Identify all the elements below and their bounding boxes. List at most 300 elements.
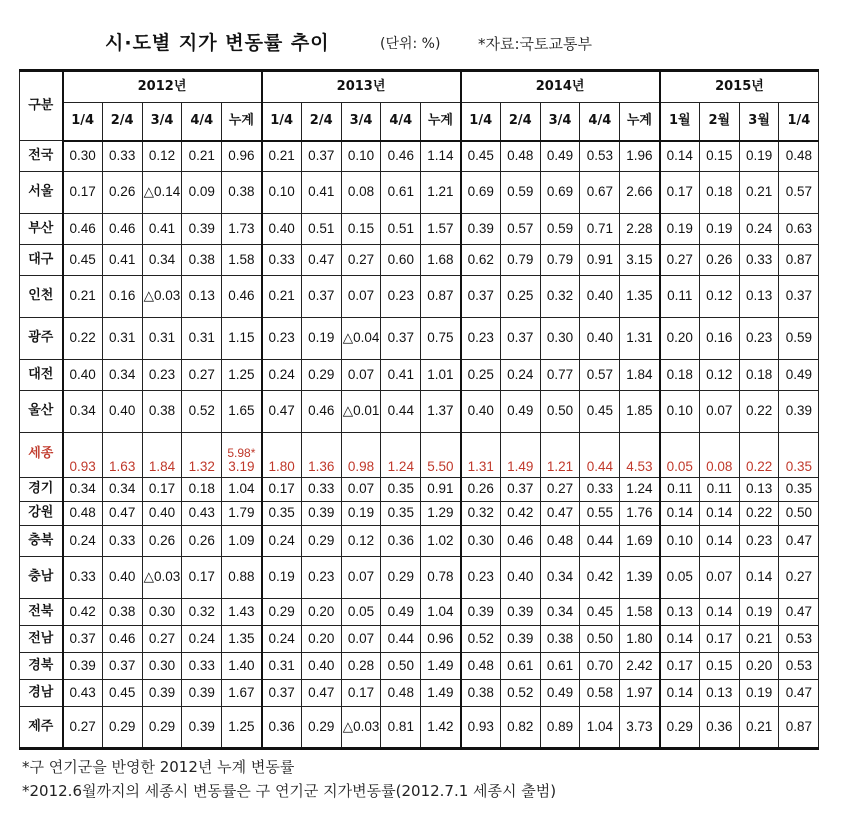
- table-row: [20, 245, 819, 276]
- value-cell: 1.31: [461, 433, 501, 478]
- value-cell: 0.07: [341, 557, 381, 599]
- value-cell: 0.22: [739, 433, 779, 478]
- value-cell: 0.48: [500, 141, 540, 172]
- value-cell: 0.17: [262, 478, 302, 502]
- value-cell: 0.49: [540, 141, 580, 172]
- value-cell: 0.20: [301, 599, 341, 626]
- value-cell: 0.46: [222, 276, 262, 318]
- value-cell: 3.15: [620, 245, 660, 276]
- value-cell: 0.10: [262, 172, 302, 214]
- region-cell: 부산: [20, 214, 63, 245]
- value-cell: 0.26: [699, 245, 739, 276]
- value-cell: 1.24: [620, 478, 660, 502]
- value-cell: 0.30: [540, 318, 580, 360]
- region-cell: 세종: [20, 433, 63, 478]
- value-cell: 0.37: [381, 318, 421, 360]
- value-cell: 0.79: [500, 245, 540, 276]
- value-cell: 0.31: [102, 318, 142, 360]
- value-cell: 0.39: [461, 599, 501, 626]
- period-header: 누계: [222, 103, 262, 141]
- value-cell: 1.57: [421, 214, 461, 245]
- value-cell: 0.10: [341, 141, 381, 172]
- value-cell: 0.22: [739, 502, 779, 526]
- value-cell: 0.17: [660, 653, 700, 680]
- value-cell: 0.32: [540, 276, 580, 318]
- value-cell: 0.89: [540, 707, 580, 749]
- value-cell: 0.27: [540, 478, 580, 502]
- value-cell: 0.40: [262, 214, 302, 245]
- value-cell: 0.59: [779, 318, 819, 360]
- value-cell: 0.29: [301, 360, 341, 391]
- value-cell: 0.38: [102, 599, 142, 626]
- value-cell: 0.77: [540, 360, 580, 391]
- value-cell: 0.47: [301, 680, 341, 707]
- table-row: [20, 172, 819, 214]
- value-cell: 0.67: [580, 172, 620, 214]
- value-cell: 0.13: [739, 276, 779, 318]
- value-cell: 0.42: [63, 599, 103, 626]
- value-cell: 1.68: [421, 245, 461, 276]
- value-cell: 0.53: [779, 653, 819, 680]
- table-row: [20, 433, 819, 478]
- region-cell: 경기: [20, 478, 63, 502]
- value-cell: 0.08: [699, 433, 739, 478]
- value-cell: 0.24: [63, 526, 103, 557]
- value-cell: 0.34: [102, 360, 142, 391]
- year-header-2013: 2013년: [262, 71, 461, 103]
- value-cell: 0.29: [301, 707, 341, 749]
- value-cell: 0.93: [461, 707, 501, 749]
- value-cell: 0.34: [142, 245, 182, 276]
- value-cell: 1.84: [620, 360, 660, 391]
- year-header-2012: 2012년: [63, 71, 262, 103]
- value-cell: 0.37: [63, 626, 103, 653]
- value-text: 3.19: [228, 459, 255, 475]
- page-title: 시·도별 지가 변동률 추이: [105, 32, 330, 54]
- value-cell: 0.87: [421, 276, 461, 318]
- value-cell: 0.53: [580, 141, 620, 172]
- value-cell: 0.19: [301, 318, 341, 360]
- value-cell: 0.39: [500, 599, 540, 626]
- value-cell: 0.21: [262, 141, 302, 172]
- value-cell: 0.24: [739, 214, 779, 245]
- period-header: 1/4: [461, 103, 501, 141]
- value-cell: 0.24: [262, 526, 302, 557]
- value-cell: 0.40: [500, 557, 540, 599]
- table-row: [20, 276, 819, 318]
- value-cell: 0.26: [142, 526, 182, 557]
- value-cell: 0.30: [63, 141, 103, 172]
- value-cell: 0.14: [699, 526, 739, 557]
- period-header: 누계: [620, 103, 660, 141]
- value-cell: 0.14: [660, 141, 700, 172]
- value-cell: 0.58: [580, 680, 620, 707]
- value-cell: 1.37: [421, 391, 461, 433]
- value-cell: 0.36: [699, 707, 739, 749]
- table-row: [20, 653, 819, 680]
- value-cell: 0.21: [262, 276, 302, 318]
- value-cell: 0.39: [182, 680, 222, 707]
- period-header: 4/4: [580, 103, 620, 141]
- value-cell: 0.38: [182, 245, 222, 276]
- value-cell: 0.23: [142, 360, 182, 391]
- value-cell: 0.52: [500, 680, 540, 707]
- value-cell: 0.59: [500, 172, 540, 214]
- value-cell: 1.21: [540, 433, 580, 478]
- value-cell: 0.35: [779, 478, 819, 502]
- value-cell: 0.19: [660, 214, 700, 245]
- value-cell: 1.01: [421, 360, 461, 391]
- value-cell: 0.19: [739, 599, 779, 626]
- value-cell: 0.96: [222, 141, 262, 172]
- value-cell: 1.35: [222, 626, 262, 653]
- table-row: [20, 360, 819, 391]
- value-cell: △0.03: [341, 707, 381, 749]
- value-cell: △0.14: [142, 172, 182, 214]
- region-cell: 강원: [20, 502, 63, 526]
- value-cell: 0.10: [660, 391, 700, 433]
- value-cell: 1.40: [222, 653, 262, 680]
- value-cell: 0.88: [222, 557, 262, 599]
- value-cell: 0.48: [461, 653, 501, 680]
- value-cell: 0.23: [301, 557, 341, 599]
- value-cell: 0.35: [381, 478, 421, 502]
- value-cell: 0.13: [739, 478, 779, 502]
- value-cell: 0.12: [341, 526, 381, 557]
- value-cell: 0.48: [63, 502, 103, 526]
- table-row: [20, 391, 819, 433]
- value-cell: 0.70: [580, 653, 620, 680]
- value-cell: 1.04: [421, 599, 461, 626]
- value-cell: 0.29: [102, 707, 142, 749]
- value-cell: 1.43: [222, 599, 262, 626]
- value-cell: 0.30: [142, 599, 182, 626]
- value-cell: 0.34: [102, 478, 142, 502]
- value-cell: 0.39: [461, 214, 501, 245]
- period-header: 2/4: [102, 103, 142, 141]
- value-cell: 0.29: [301, 526, 341, 557]
- value-cell: 0.23: [739, 318, 779, 360]
- table-row: [20, 680, 819, 707]
- value-cell: 0.31: [182, 318, 222, 360]
- value-cell: 0.39: [301, 502, 341, 526]
- value-cell: 0.37: [500, 478, 540, 502]
- value-cell: 0.40: [580, 318, 620, 360]
- value-cell: 0.45: [580, 391, 620, 433]
- region-cell: 울산: [20, 391, 63, 433]
- footnote-2: *2012.6월까지의 세종시 변동률은 구 연기군 지가변동률(2012.7.1 세종시 출범): [22, 782, 557, 800]
- value-cell: 0.14: [660, 680, 700, 707]
- value-cell: 0.40: [102, 557, 142, 599]
- period-header: 3/4: [142, 103, 182, 141]
- period-header: 2/4: [500, 103, 540, 141]
- region-cell: 전북: [20, 599, 63, 626]
- region-cell: 전남: [20, 626, 63, 653]
- value-cell: 2.66: [620, 172, 660, 214]
- value-cell: 0.30: [142, 653, 182, 680]
- value-cell: 0.40: [63, 360, 103, 391]
- value-cell: 0.61: [540, 653, 580, 680]
- period-header: 누계: [421, 103, 461, 141]
- value-cell: 0.46: [301, 391, 341, 433]
- table-row: [20, 141, 819, 172]
- value-cell: 0.28: [341, 653, 381, 680]
- value-cell: 0.33: [580, 478, 620, 502]
- value-cell: 0.63: [779, 214, 819, 245]
- value-cell: 0.37: [102, 653, 142, 680]
- value-cell: 0.27: [63, 707, 103, 749]
- value-cell: 0.40: [301, 653, 341, 680]
- value-cell: 2.42: [620, 653, 660, 680]
- value-cell: 0.69: [540, 172, 580, 214]
- value-cell: 0.33: [182, 653, 222, 680]
- value-cell: 0.43: [182, 502, 222, 526]
- value-cell: 0.25: [500, 276, 540, 318]
- value-cell: 0.44: [580, 433, 620, 478]
- region-cell: 충북: [20, 526, 63, 557]
- region-cell: 대구: [20, 245, 63, 276]
- value-cell: 0.39: [63, 653, 103, 680]
- value-cell: 0.26: [102, 172, 142, 214]
- value-cell: 0.31: [142, 318, 182, 360]
- value-cell: 0.19: [739, 141, 779, 172]
- value-cell: 0.46: [102, 626, 142, 653]
- value-cell: 0.43: [63, 680, 103, 707]
- value-cell: 0.87: [779, 707, 819, 749]
- value-cell: 0.38: [142, 391, 182, 433]
- value-cell: 0.45: [102, 680, 142, 707]
- value-cell: 0.05: [341, 599, 381, 626]
- value-cell: 0.29: [262, 599, 302, 626]
- value-cell: 0.19: [739, 680, 779, 707]
- value-cell: 0.17: [63, 172, 103, 214]
- period-header: 1/4: [779, 103, 819, 141]
- value-cell: 0.38: [461, 680, 501, 707]
- value-cell: △0.04: [341, 318, 381, 360]
- value-cell: 0.46: [102, 214, 142, 245]
- value-cell: 0.61: [500, 653, 540, 680]
- value-cell: 1.04: [580, 707, 620, 749]
- period-header: 1/4: [63, 103, 103, 141]
- value-cell: 1.96: [620, 141, 660, 172]
- value-cell: 1.29: [421, 502, 461, 526]
- value-cell: 0.27: [341, 245, 381, 276]
- region-cell: 경북: [20, 653, 63, 680]
- value-cell: 0.48: [779, 141, 819, 172]
- value-cell: 0.87: [779, 245, 819, 276]
- value-cell: △0.03: [142, 276, 182, 318]
- value-cell: 0.13: [699, 680, 739, 707]
- value-cell: 0.07: [699, 391, 739, 433]
- value-cell: 0.17: [699, 626, 739, 653]
- value-cell: 0.32: [461, 502, 501, 526]
- value-cell: 0.47: [262, 391, 302, 433]
- table-row: [20, 526, 819, 557]
- value-cell: 0.13: [660, 599, 700, 626]
- value-cell: 0.17: [182, 557, 222, 599]
- value-cell: 0.62: [461, 245, 501, 276]
- value-cell: 0.78: [421, 557, 461, 599]
- value-cell: 0.42: [580, 557, 620, 599]
- value-cell: 0.37: [461, 276, 501, 318]
- land-price-table: [19, 69, 819, 750]
- value-cell: 4.53: [620, 433, 660, 478]
- value-cell: 0.41: [301, 172, 341, 214]
- value-cell: 0.05: [660, 557, 700, 599]
- value-cell: 0.15: [341, 214, 381, 245]
- value-cell: 0.57: [779, 172, 819, 214]
- value-cell: 0.12: [142, 141, 182, 172]
- value-cell: 0.24: [262, 626, 302, 653]
- value-cell: 0.35: [381, 502, 421, 526]
- value-cell: 0.11: [660, 478, 700, 502]
- value-cell: 0.10: [660, 526, 700, 557]
- value-cell: 0.39: [500, 626, 540, 653]
- value-cell: 1.58: [620, 599, 660, 626]
- value-cell: 0.17: [341, 680, 381, 707]
- value-cell: 1.04: [222, 478, 262, 502]
- period-header: 3/4: [540, 103, 580, 141]
- footnotes: [22, 755, 556, 803]
- value-cell: 1.02: [421, 526, 461, 557]
- value-cell: 0.17: [142, 478, 182, 502]
- value-cell: 0.20: [739, 653, 779, 680]
- value-cell: 1.49: [421, 680, 461, 707]
- value-cell: 0.39: [182, 707, 222, 749]
- value-cell: 0.16: [102, 276, 142, 318]
- value-cell: 1.25: [222, 707, 262, 749]
- value-cell: 1.97: [620, 680, 660, 707]
- value-cell: 0.41: [381, 360, 421, 391]
- value-cell: 1.49: [421, 653, 461, 680]
- table-row: [20, 707, 819, 749]
- value-cell: 0.46: [381, 141, 421, 172]
- table-row: [20, 626, 819, 653]
- table-row: [20, 478, 819, 502]
- value-cell: 0.21: [739, 626, 779, 653]
- value-cell: 0.53: [779, 626, 819, 653]
- value-cell: 0.50: [580, 626, 620, 653]
- value-cell: 0.23: [461, 557, 501, 599]
- value-cell: 0.19: [341, 502, 381, 526]
- value-cell: 0.17: [660, 172, 700, 214]
- value-cell: 0.49: [381, 599, 421, 626]
- value-cell: 0.18: [182, 478, 222, 502]
- value-cell: 0.50: [381, 653, 421, 680]
- value-cell: 0.21: [182, 141, 222, 172]
- value-cell: 0.26: [461, 478, 501, 502]
- value-cell: 0.46: [500, 526, 540, 557]
- value-cell: 1.42: [421, 707, 461, 749]
- value-cell: 0.33: [63, 557, 103, 599]
- value-cell: 0.38: [540, 626, 580, 653]
- value-cell: 0.16: [699, 318, 739, 360]
- value-cell: 0.35: [779, 433, 819, 478]
- value-cell: 0.57: [580, 360, 620, 391]
- value-cell: 0.21: [739, 707, 779, 749]
- value-cell: 0.39: [182, 214, 222, 245]
- value-cell: 0.40: [580, 276, 620, 318]
- value-cell: 1.76: [620, 502, 660, 526]
- period-header: 2/4: [301, 103, 341, 141]
- value-cell: 0.13: [182, 276, 222, 318]
- value-cell: 1.14: [421, 141, 461, 172]
- year-header-2015: 2015년: [660, 71, 819, 103]
- value-cell: 0.22: [63, 318, 103, 360]
- cumulative-note: 5.98*: [227, 446, 256, 461]
- value-cell: 0.40: [102, 391, 142, 433]
- value-cell: 0.11: [699, 478, 739, 502]
- value-cell: 0.14: [660, 626, 700, 653]
- value-cell: 0.36: [381, 526, 421, 557]
- footnote-1: *구 연기군을 반영한 2012년 누계 변동률: [22, 758, 295, 776]
- value-cell: 0.91: [421, 478, 461, 502]
- unit-label: (단위: %): [380, 36, 441, 52]
- value-cell: 0.24: [182, 626, 222, 653]
- value-cell: 0.33: [301, 478, 341, 502]
- value-cell: 1.58: [222, 245, 262, 276]
- value-cell: 1.35: [620, 276, 660, 318]
- value-cell: 0.36: [262, 707, 302, 749]
- value-cell: 0.07: [341, 276, 381, 318]
- value-cell: 0.11: [660, 276, 700, 318]
- value-cell: 0.29: [660, 707, 700, 749]
- value-cell: 0.18: [739, 360, 779, 391]
- region-cell: 경남: [20, 680, 63, 707]
- value-cell: 1.85: [620, 391, 660, 433]
- period-header-row: [20, 103, 819, 141]
- region-cell: 서울: [20, 172, 63, 214]
- region-cell: 전국: [20, 141, 63, 172]
- value-cell: 0.37: [262, 680, 302, 707]
- value-cell: 0.96: [421, 626, 461, 653]
- value-cell: 0.27: [660, 245, 700, 276]
- value-cell: 0.61: [381, 172, 421, 214]
- value-cell: 0.41: [142, 214, 182, 245]
- value-cell: 0.57: [500, 214, 540, 245]
- value-cell: 1.09: [222, 526, 262, 557]
- value-cell: 0.27: [142, 626, 182, 653]
- table-row: [20, 599, 819, 626]
- value-cell: 0.31: [262, 653, 302, 680]
- value-cell: 0.47: [779, 526, 819, 557]
- value-cell: 0.23: [262, 318, 302, 360]
- period-header: 1월: [660, 103, 700, 141]
- value-cell: 0.98: [341, 433, 381, 478]
- value-cell: 0.34: [63, 478, 103, 502]
- value-cell: 1.73: [222, 214, 262, 245]
- value-cell: 0.50: [540, 391, 580, 433]
- value-cell: 0.34: [63, 391, 103, 433]
- value-cell: 0.29: [381, 557, 421, 599]
- region-cell: 대전: [20, 360, 63, 391]
- value-cell: 0.52: [461, 626, 501, 653]
- value-cell: 0.38: [222, 172, 262, 214]
- value-cell: 0.32: [182, 599, 222, 626]
- value-cell: 1.69: [620, 526, 660, 557]
- value-cell: 0.40: [142, 502, 182, 526]
- table-row: [20, 318, 819, 360]
- value-cell: 0.20: [301, 626, 341, 653]
- value-cell: 0.60: [381, 245, 421, 276]
- value-cell: 0.14: [699, 502, 739, 526]
- value-cell: 0.45: [63, 245, 103, 276]
- value-cell: 1.21: [421, 172, 461, 214]
- period-header: 4/4: [182, 103, 222, 141]
- value-cell: 0.37: [500, 318, 540, 360]
- value-cell: 0.15: [699, 653, 739, 680]
- region-cell: 제주: [20, 707, 63, 749]
